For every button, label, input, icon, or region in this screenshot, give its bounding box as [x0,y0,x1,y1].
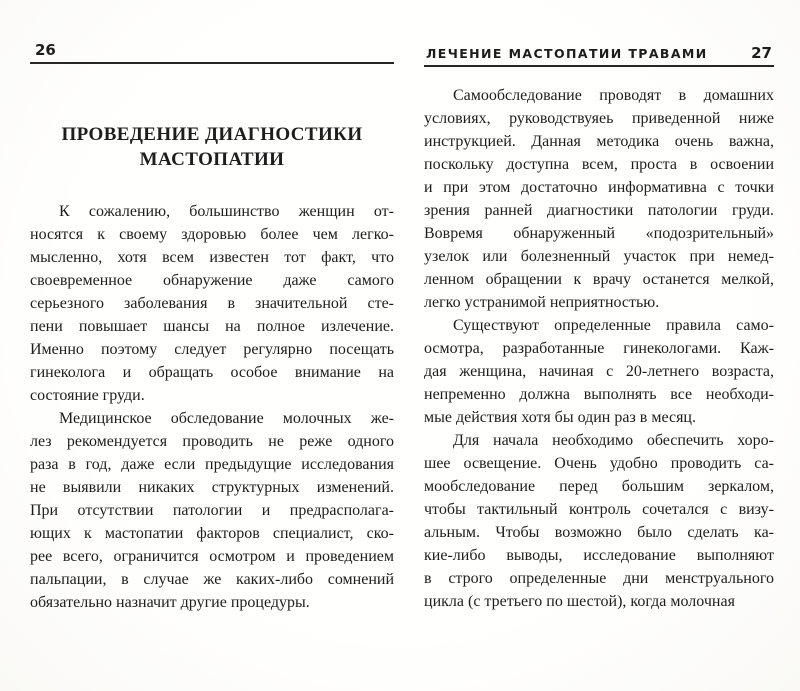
paragraph [30,407,394,614]
text-line: чтобы тактильный контроль сочетался с визу- [424,501,774,518]
text-line: носятся к своему здоровью более чем легко- [30,226,394,243]
page-body-right [424,84,774,613]
text-line: состояние груди. [30,387,145,404]
text-line: Существуют определенные правила само- [453,317,774,334]
page-header-left [30,40,394,64]
text-line: пени повышает шансы на полное излечение. [30,318,394,335]
text-line: обязательно назначит другие процедуры. [30,594,310,611]
text-line: зрения ранней диагностики патологии груди. [424,202,774,219]
text-line: Медицинское обследование молочных же- [59,410,394,427]
paragraph [424,429,774,613]
text-line: рее всего, ограничится осмотром и проведением [30,548,394,565]
text-line: и при этом достаточно информативна с точки [424,179,774,196]
page-number-left: 26 [35,41,56,59]
page-left [30,40,394,614]
text-line: раза в год, даже если предыдущие исследования [30,456,394,473]
text-line: своевременное обнаружение даже самого [30,272,394,289]
text-line: в строго определенные дни менструального [424,570,774,587]
text-line: условиях, руководствуяеь приведенной ниже [424,110,774,127]
text-line: гинеколога и обращать особое внимание на [30,364,394,381]
text-line: К сожалению, большинство женщин от- [59,203,394,220]
text-line: ющих к мастопатии факторов специалист, ско- [30,525,394,542]
paragraph [30,200,394,407]
header-rule-right [424,65,774,67]
title-line: МАСТОПАТИИ [139,149,285,170]
text-line: поскольку доступна всем, проста в освоении [424,156,774,173]
chapter-title [30,122,394,172]
text-line: альным. Чтобы возможно было сделать ка- [424,524,774,541]
text-line: не выявили никаких структурных изменений. [30,479,394,496]
text-line: узелок или болезненный участок при немед- [424,248,774,265]
header-rule-left [30,62,394,64]
text-line: инструкцией. Данная методика очень важна, [424,133,774,150]
text-line: Именно поэтому следует регулярно посещать [30,341,394,358]
text-line: цикла (с третьего по шестой), когда молочная [424,593,735,610]
text-line: ленном обращении к врачу останется мелкой, [424,271,774,288]
text-line: легко устранимой неприятностью. [424,294,660,311]
text-line: мообследование перед большим зеркалом, [424,478,774,495]
running-head: ЛЕЧЕНИЕ МАСТОПАТИИ ТРАВАМИ [426,46,708,61]
text-line: шее освещение. Очень удобно проводить са- [424,455,774,472]
text-line: пальпации, в случае же каких-либо сомнений [30,571,394,588]
text-line: мысленно, хотя всем известен тот факт, что [30,249,394,266]
text-line: Вовремя обнаруженный «подозрительный» [424,225,774,242]
paragraph [424,84,774,314]
text-line: дая женщина, начиная с 20-летнего возраста, [424,363,774,380]
text-line: серьезного заболевания в значительной сте- [30,295,394,312]
title-line: ПРОВЕДЕНИЕ ДИАГНОСТИКИ [61,124,363,145]
text-line: При отсутствии патологии и предрасполага- [30,502,394,519]
text-line: непременно должна выполнять все необходи- [424,386,774,403]
text-line: мые действия хотя бы один раз в месяц. [424,409,696,426]
text-line: осмотра, разработанные гинекологами. Каж- [424,340,774,357]
page-body-left [30,200,394,614]
text-line: Для начала необходимо обеспечить хоро- [453,432,774,449]
page-number-right: 27 [751,44,772,62]
paragraph [424,314,774,429]
page-right [424,44,774,613]
page-header-right [424,44,774,62]
text-line: кие-либо выводы, исследование выполняют [424,547,774,564]
text-line: лез рекомендуется проводить не реже одного [30,433,394,450]
text-line: Самообследование проводят в домашних [453,87,774,104]
